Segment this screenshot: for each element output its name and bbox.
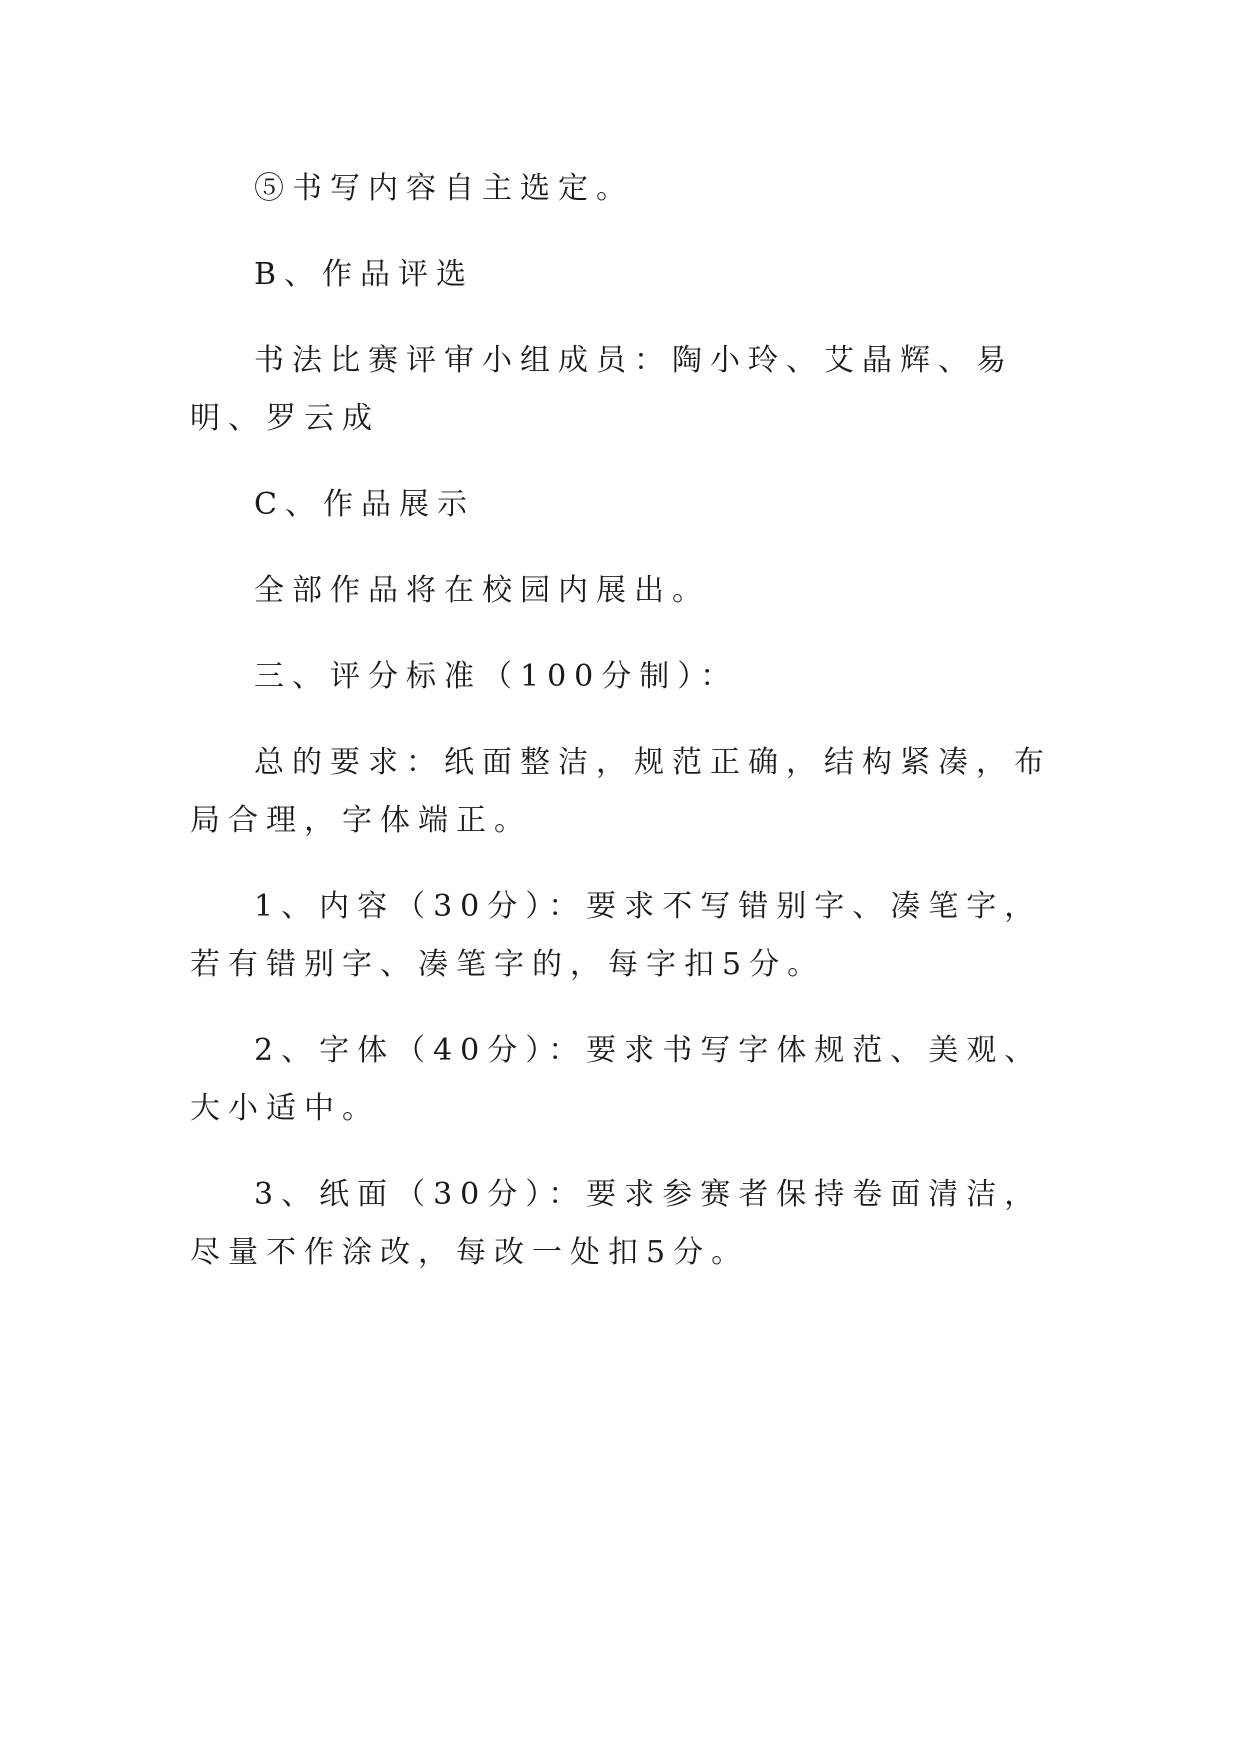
paragraph-criterion-content: 1、内容（30分）：要求不写错别字、凑笔字，若有错别字、凑笔字的，每字扣5分。 (190, 889, 1043, 982)
paragraph-section-b-heading: B、作品评选 (254, 257, 475, 292)
paragraph-judges: 书法比赛评审小组成员：陶小玲、艾晶辉、易明、罗云成 (190, 343, 1014, 436)
paragraph-exhibition: 全部作品将在校园内展出。 (254, 573, 710, 608)
document-body (190, 160, 1060, 1310)
paragraph-scoring-heading: 三、评分标准（100分制）： (254, 659, 739, 694)
paragraph-criterion-paper: 3、纸面（30分）：要求参赛者保持卷面清洁，尽量不作涂改，每改一处扣5分。 (190, 1177, 1043, 1270)
paragraph-content-choice: ⑤书写内容自主选定。 (254, 171, 634, 206)
paragraph-general-requirements: 总的要求：纸面整洁，规范正确，结构紧凑，布局合理，字体端正。 (190, 745, 1052, 838)
paragraph-section-c-heading: C、作品展示 (254, 487, 475, 522)
paragraph-criterion-font: 2、字体（40分）：要求书写字体规范、美观、大小适中。 (190, 1033, 1043, 1126)
